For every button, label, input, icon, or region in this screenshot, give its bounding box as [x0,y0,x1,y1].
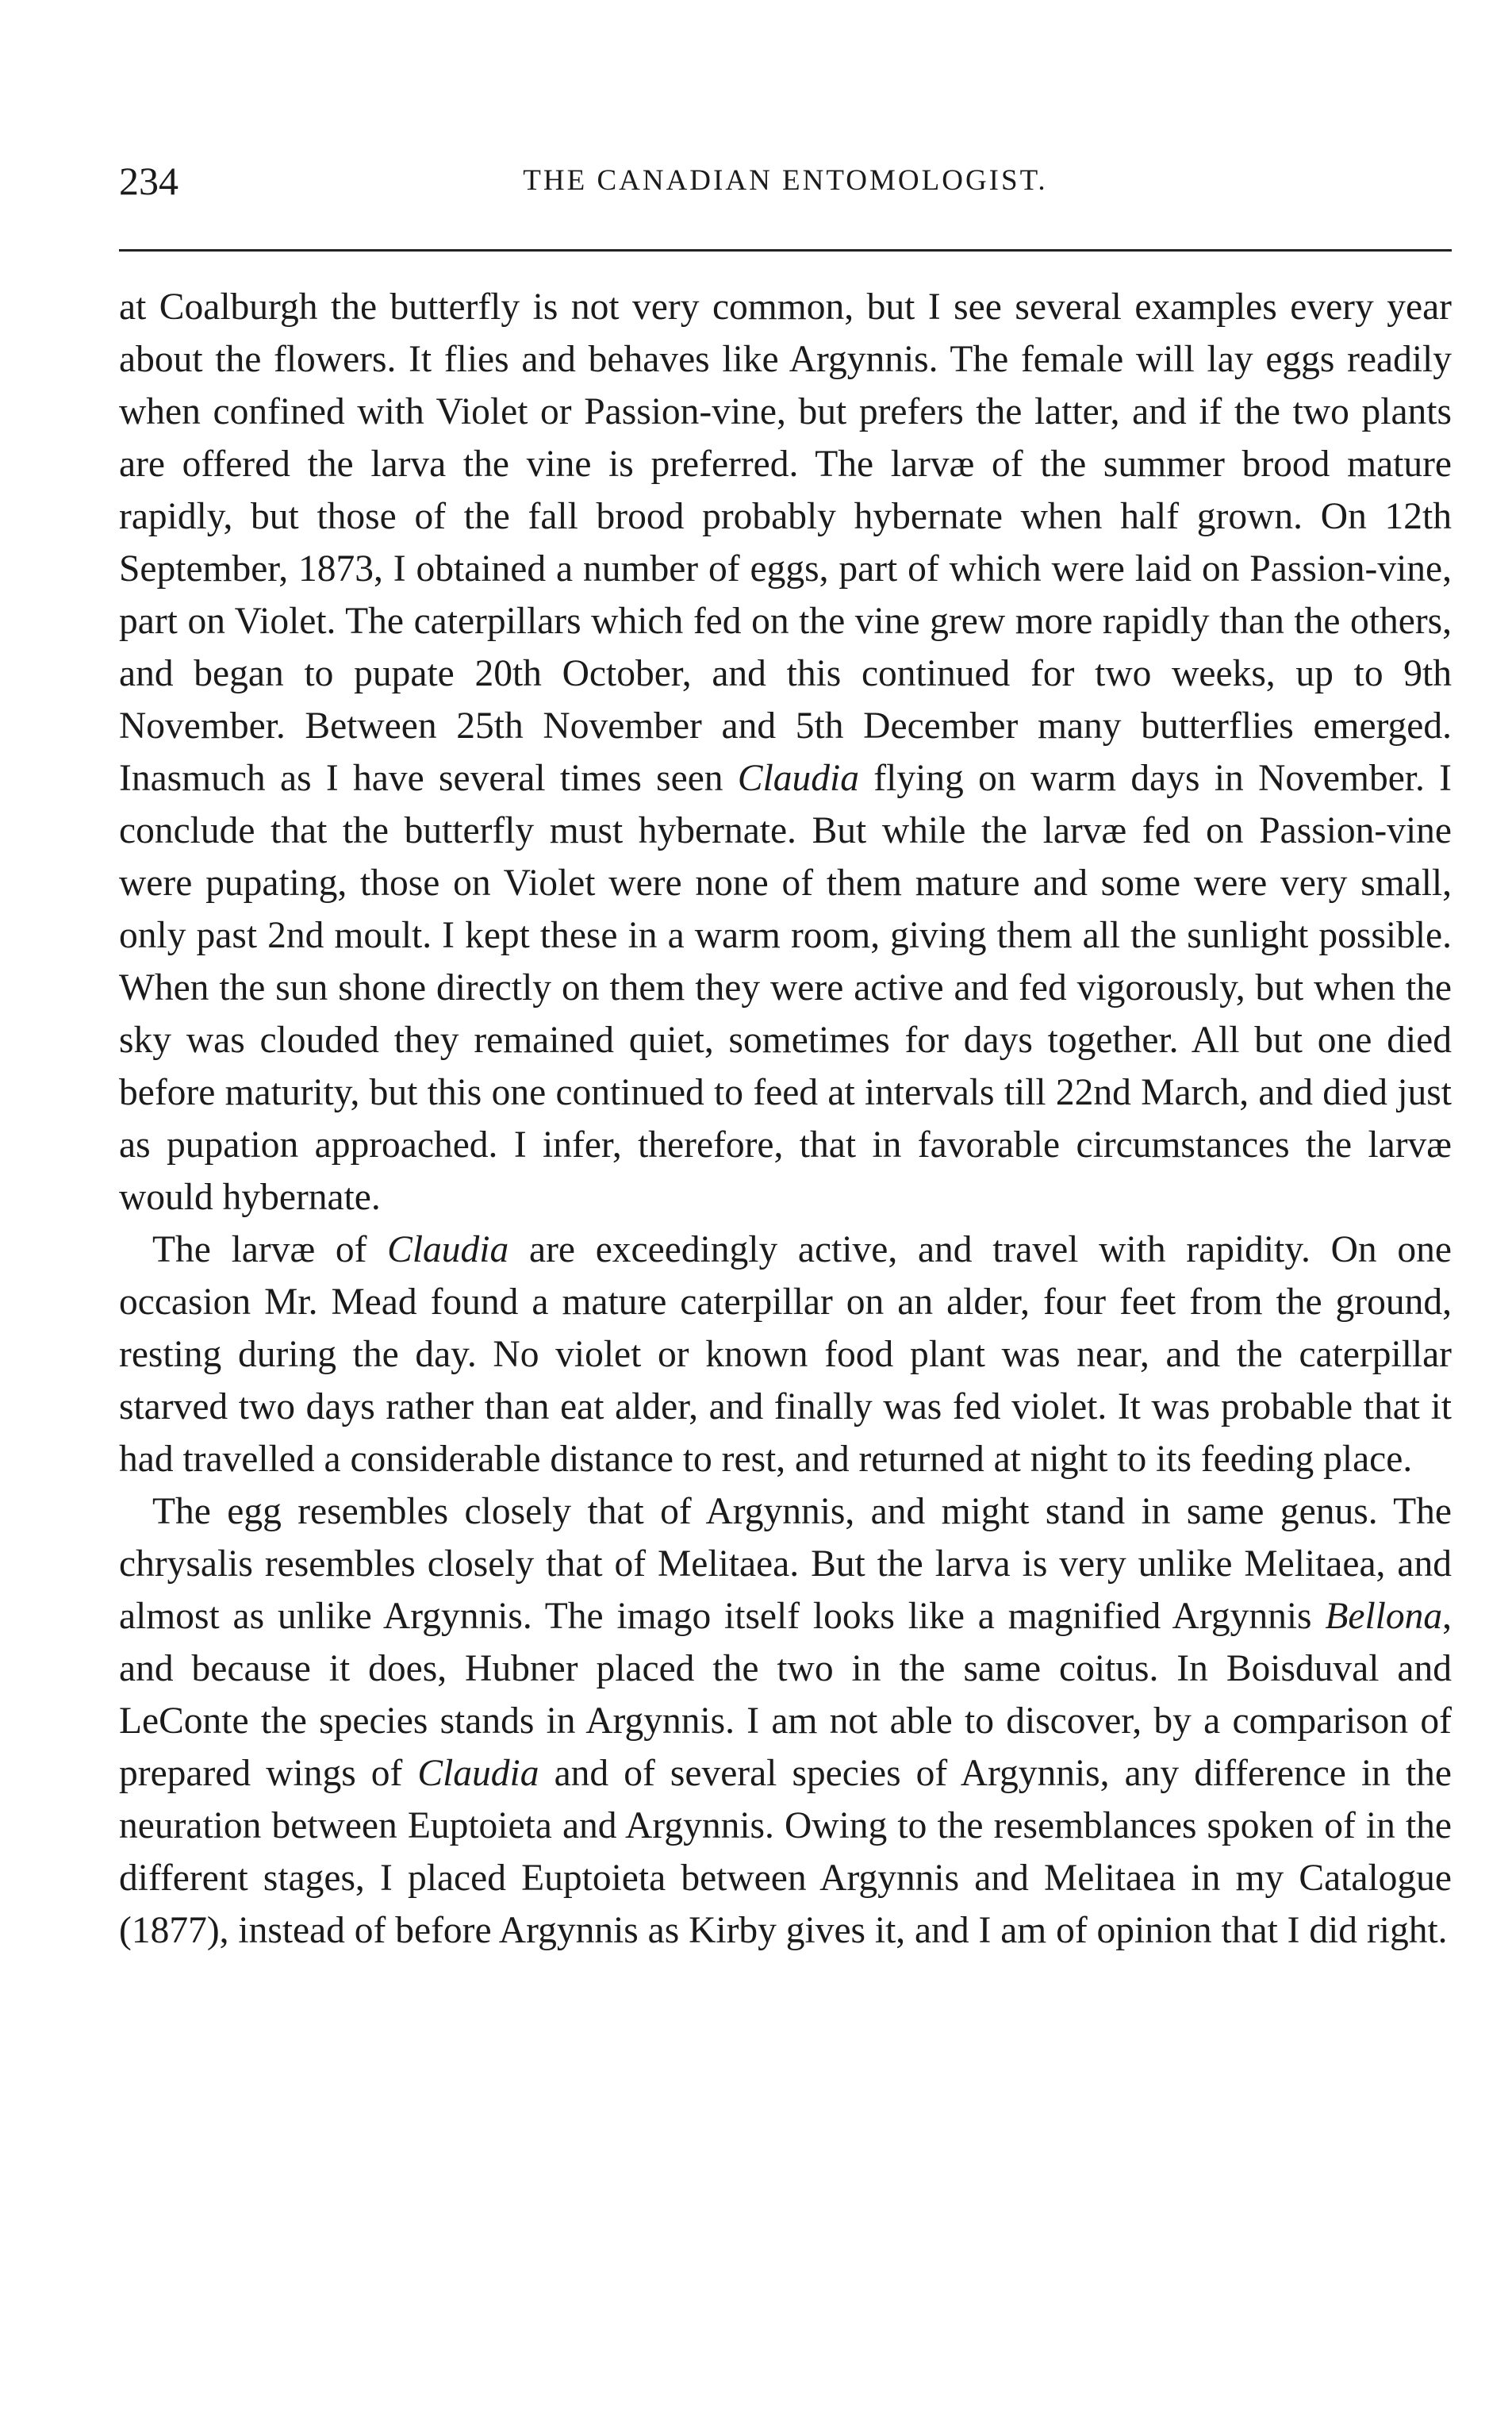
paragraph [119,1485,1452,1957]
running-head-title: THE CANADIAN ENTOMOLOGIST. [523,164,1048,197]
page-number: 234 [119,159,178,203]
header-rule [119,249,1452,252]
page-header [119,149,1452,213]
italic-species-name: Bellona [1325,1596,1443,1637]
text-segment: at Coalburgh the butterfly is not very common, but I see several examples every year about the flowers. It flies and behaves like Argynnis. The female will lay eggs readily when confined with Violet or Passion-vine, but prefers the latter, and if the two plants are offered the larva the vine is preferred. The larvæ of the summer brood mature rapidly, but those of the fall brood probably hybernate when half grown. On 12th September, 1873, I obtained a number of eggs, part of which were laid on Passion-vine, part on Violet. The caterpillars which fed on the vine grew more rapidly than the others, and began to pupate 20th October, and this continued for two weeks, up to 9th November. Between 25th November and 5th December many butterflies emerged. Inasmuch as I have several times seen [119,286,1452,799]
paragraph [119,1224,1452,1485]
italic-species-name: Claudia [417,1753,539,1794]
text-segment: The larvæ of [152,1229,388,1270]
paragraph [119,281,1452,1224]
text-segment: flying on warm days in November. I conclude that the butterfly must hybernate. But while the larvæ fed on Passion-vine were pupating, those on Violet were none of them mature and some were very small, only past 2nd moult. I kept these in a warm room, giving them all the sunlight possible. When the sun shone directly on them they were active and fed vigorously, but when the sky was clouded they remained quiet, sometimes for days together. All but one died before maturity, but this one continued to feed at intervals till 22nd March, and died just as pupation approached. I infer, therefore, that in favorable circumstances the larvæ would hybernate. [119,758,1453,1218]
text-segment: , and because it does, Hubner placed the two in the same coitus. In Boisduval and LeConte the species stands in Argynnis. I am not able to discover, by a comparison of prepared wings of [119,1596,1452,1794]
text-segment: The egg resembles closely that of Argynnis, and might stand in same genus. The chrysalis resembles closely that of Melitaea. But the larva is very unlike Melitaea, and almost as unlike Argynnis. The imago itself looks like a magnified Argynnis [119,1491,1452,1637]
body-text [119,281,1452,1957]
text-segment: are exceedingly active, and travel with rapidity. On one occasion Mr. Mead found a mature caterpillar on an alder, four feet from the ground, resting during the day. No violet or known food plant was near, and the caterpillar starved two days rather than eat alder, and finally was fed violet. It was probable that it had travelled a considerable distance to rest, and returned at night to its feeding place. [119,1229,1452,1480]
italic-species-name: Claudia [387,1229,509,1270]
text-segment: and of several species of Argynnis, any difference in the neuration between Euptoieta and Argynnis. Owing to the resemblances spoken of in the different stages, I placed Euptoieta between Argynnis and Melitaea in my Catalogue (1877), instead of before Argynnis as Kirby gives it, and I am of opinion that I did right. [119,1753,1453,1951]
italic-species-name: Claudia [737,758,859,799]
